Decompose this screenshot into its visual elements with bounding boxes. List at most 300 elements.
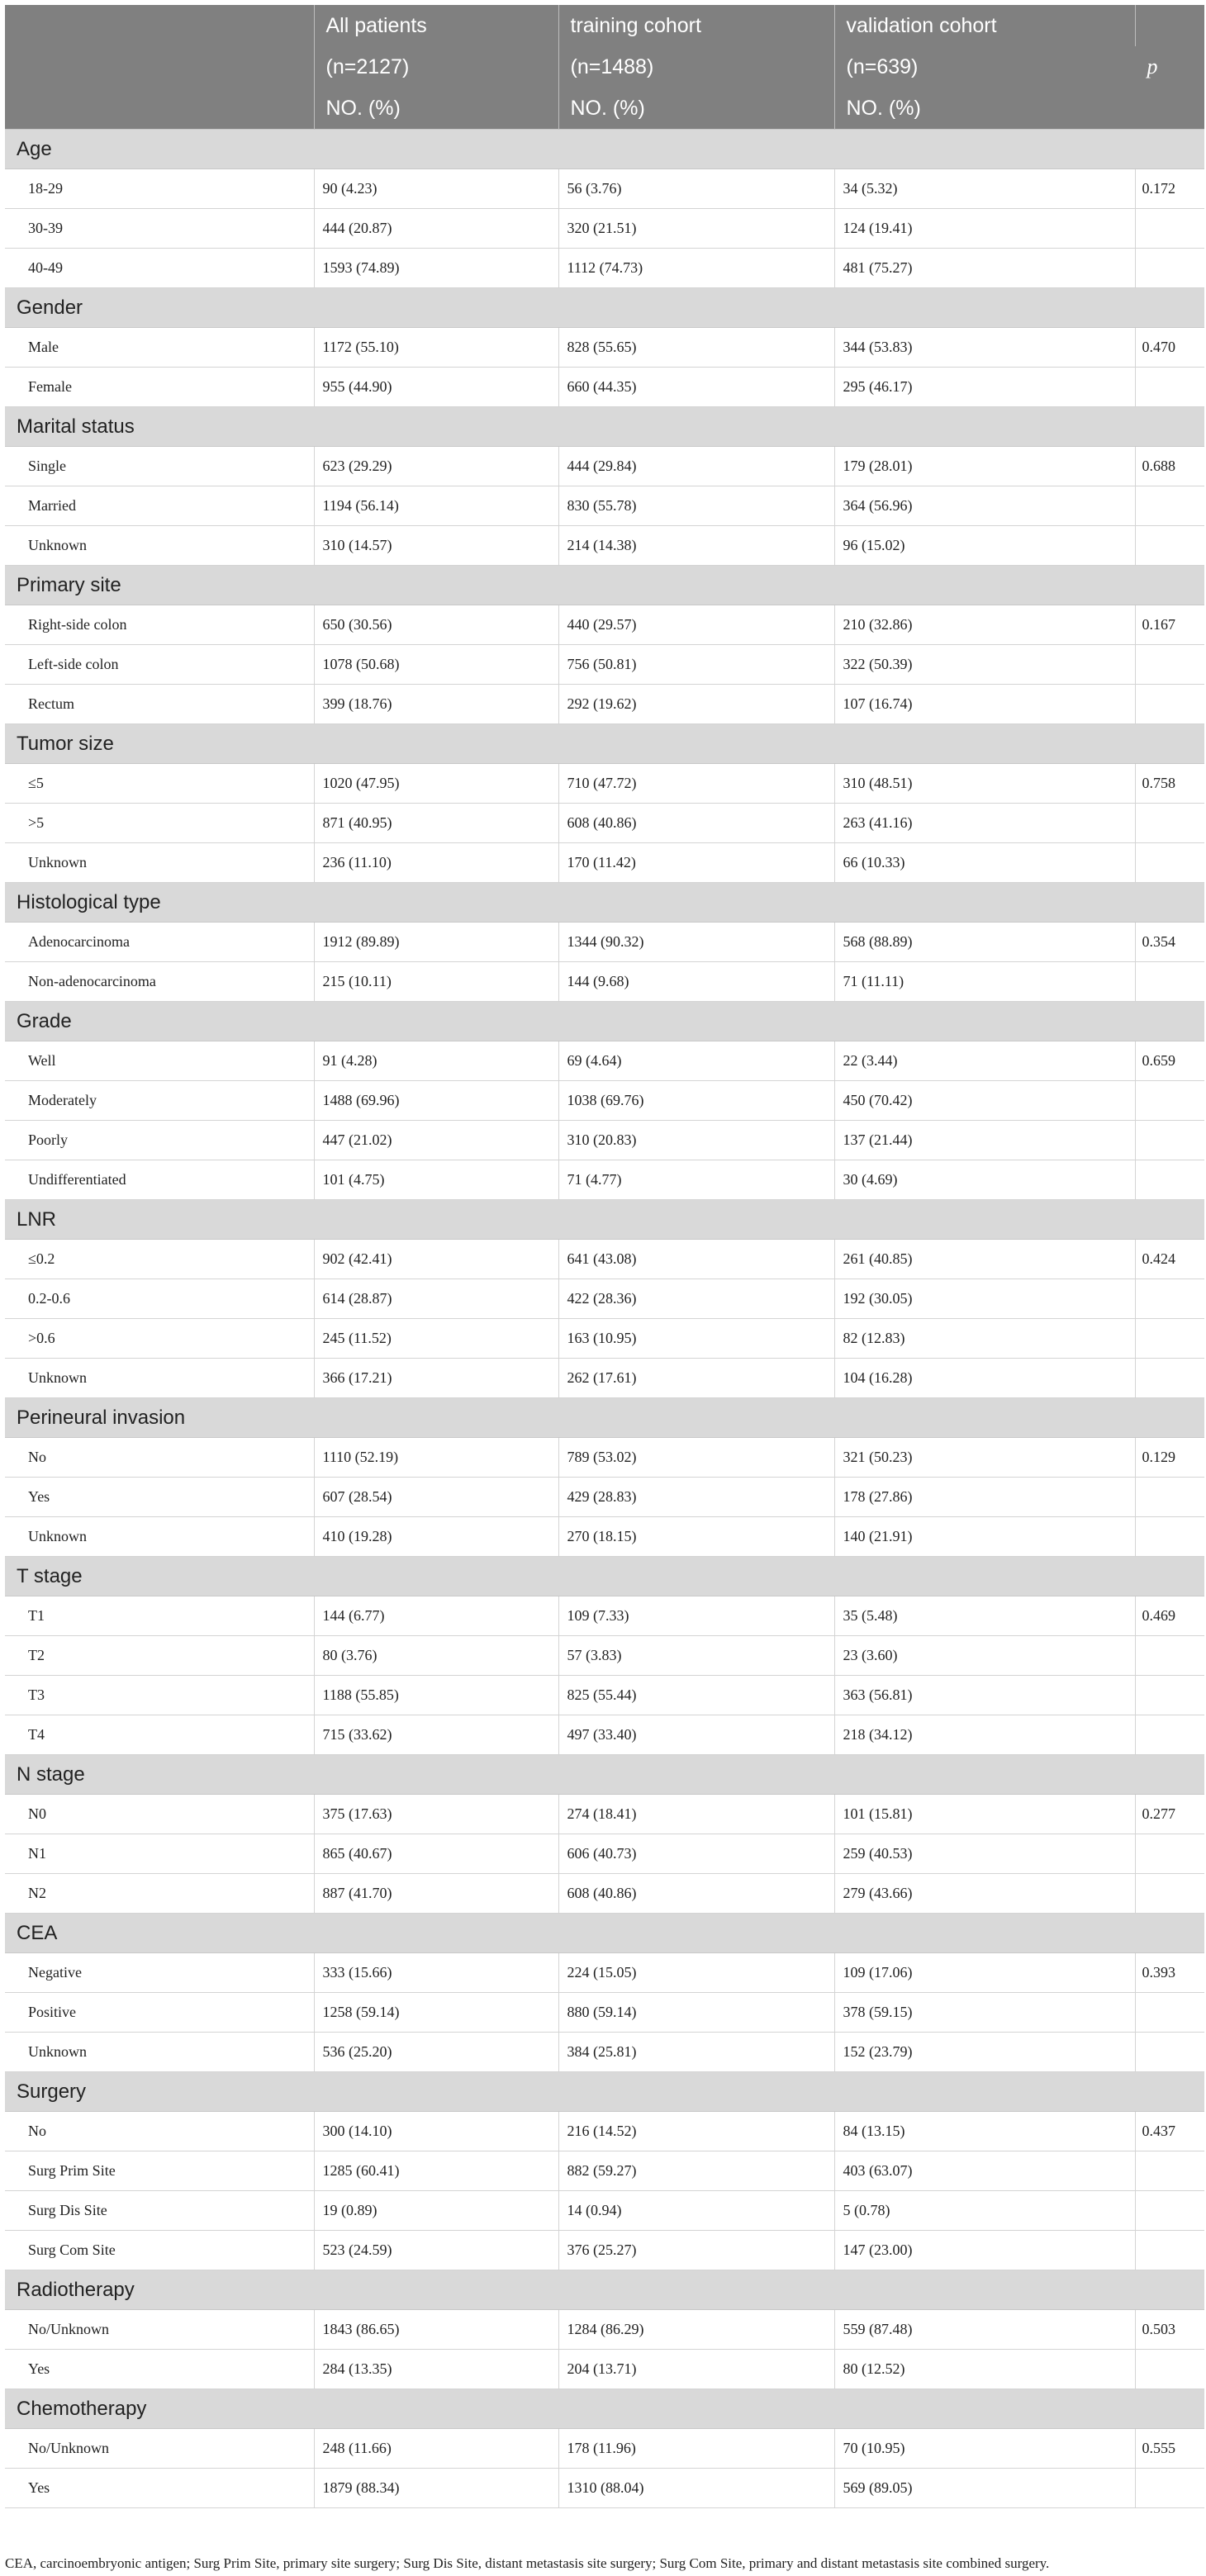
table-row — [5, 962, 1204, 1002]
cell-training-cohort: 828 (55.65) — [558, 328, 834, 368]
row-label: Yes — [5, 2469, 314, 2508]
header-all-patients-unit: NO. (%) — [314, 88, 558, 130]
section-title: Gender — [5, 288, 1204, 328]
section-row — [5, 2389, 1204, 2429]
cell-all-patients: 1285 (60.41) — [314, 2151, 558, 2191]
cell-training-cohort: 882 (59.27) — [558, 2151, 834, 2191]
table-row — [5, 685, 1204, 724]
cell-validation-cohort: 107 (16.74) — [834, 685, 1135, 724]
table-row — [5, 1081, 1204, 1121]
table-row — [5, 2231, 1204, 2270]
cell-training-cohort: 440 (29.57) — [558, 605, 834, 645]
cell-training-cohort: 270 (18.15) — [558, 1517, 834, 1557]
cell-training-cohort: 262 (17.61) — [558, 1359, 834, 1398]
row-label: Rectum — [5, 685, 314, 724]
table-container — [5, 5, 1204, 2508]
section-row — [5, 2270, 1204, 2310]
cell-validation-cohort: 35 (5.48) — [834, 1596, 1135, 1636]
header-training-n: (n=1488) — [558, 46, 834, 88]
cell-training-cohort: 830 (55.78) — [558, 486, 834, 526]
row-label: 0.2-0.6 — [5, 1279, 314, 1319]
section-title: CEA — [5, 1914, 1204, 1953]
table-row — [5, 1478, 1204, 1517]
row-label: Adenocarcinoma — [5, 923, 314, 962]
row-label: Well — [5, 1041, 314, 1081]
cell-p-value — [1135, 1081, 1204, 1121]
cell-validation-cohort: 363 (56.81) — [834, 1676, 1135, 1715]
cell-validation-cohort: 295 (46.17) — [834, 368, 1135, 407]
cell-p-value — [1135, 1478, 1204, 1517]
cell-validation-cohort: 310 (48.51) — [834, 764, 1135, 804]
table-row — [5, 1715, 1204, 1755]
cell-training-cohort: 606 (40.73) — [558, 1834, 834, 1874]
cell-p-value — [1135, 249, 1204, 288]
baseline-characteristics-table — [5, 5, 1204, 2508]
cell-all-patients: 1258 (59.14) — [314, 1993, 558, 2033]
row-label: No/Unknown — [5, 2429, 314, 2469]
cell-p-value — [1135, 368, 1204, 407]
cell-validation-cohort: 70 (10.95) — [834, 2429, 1135, 2469]
table-row — [5, 2191, 1204, 2231]
cell-training-cohort: 1344 (90.32) — [558, 923, 834, 962]
row-label: T2 — [5, 1636, 314, 1676]
section-row — [5, 288, 1204, 328]
cell-all-patients: 1110 (52.19) — [314, 1438, 558, 1478]
row-label: 30-39 — [5, 209, 314, 249]
cell-all-patients: 623 (29.29) — [314, 447, 558, 486]
table-row — [5, 1834, 1204, 1874]
cell-p-value: 0.437 — [1135, 2112, 1204, 2151]
cell-training-cohort: 710 (47.72) — [558, 764, 834, 804]
row-label: Single — [5, 447, 314, 486]
cell-training-cohort: 1112 (74.73) — [558, 249, 834, 288]
table-row — [5, 1160, 1204, 1200]
cell-all-patients: 310 (14.57) — [314, 526, 558, 566]
table-row — [5, 804, 1204, 843]
cell-validation-cohort: 30 (4.69) — [834, 1160, 1135, 1200]
table-row — [5, 1240, 1204, 1279]
row-label: Left-side colon — [5, 645, 314, 685]
section-row — [5, 1200, 1204, 1240]
cell-validation-cohort: 22 (3.44) — [834, 1041, 1135, 1081]
cell-all-patients: 245 (11.52) — [314, 1319, 558, 1359]
cell-training-cohort: 216 (14.52) — [558, 2112, 834, 2151]
cell-validation-cohort: 96 (15.02) — [834, 526, 1135, 566]
row-label: 40-49 — [5, 249, 314, 288]
cell-p-value — [1135, 486, 1204, 526]
row-label: Poorly — [5, 1121, 314, 1160]
table-row — [5, 249, 1204, 288]
row-label: Surg Com Site — [5, 2231, 314, 2270]
cell-p-value — [1135, 804, 1204, 843]
cell-all-patients: 375 (17.63) — [314, 1795, 558, 1834]
cell-validation-cohort: 140 (21.91) — [834, 1517, 1135, 1557]
table-row — [5, 923, 1204, 962]
section-title: Surgery — [5, 2072, 1204, 2112]
cell-validation-cohort: 218 (34.12) — [834, 1715, 1135, 1755]
cell-all-patients: 536 (25.20) — [314, 2033, 558, 2072]
cell-training-cohort: 214 (14.38) — [558, 526, 834, 566]
cell-p-value — [1135, 1160, 1204, 1200]
header-row-title — [5, 5, 1204, 46]
section-title: Primary site — [5, 566, 1204, 605]
section-row — [5, 1002, 1204, 1041]
cell-training-cohort: 69 (4.64) — [558, 1041, 834, 1081]
cell-training-cohort: 178 (11.96) — [558, 2429, 834, 2469]
row-label: N2 — [5, 1874, 314, 1914]
table-row — [5, 1438, 1204, 1478]
cell-training-cohort: 825 (55.44) — [558, 1676, 834, 1715]
cell-training-cohort: 310 (20.83) — [558, 1121, 834, 1160]
cell-all-patients: 366 (17.21) — [314, 1359, 558, 1398]
section-row — [5, 2072, 1204, 2112]
cell-p-value — [1135, 2033, 1204, 2072]
header-validation-unit: NO. (%) — [834, 88, 1135, 130]
cell-training-cohort: 320 (21.51) — [558, 209, 834, 249]
cell-all-patients: 447 (21.02) — [314, 1121, 558, 1160]
cell-validation-cohort: 178 (27.86) — [834, 1478, 1135, 1517]
cell-validation-cohort: 179 (28.01) — [834, 447, 1135, 486]
table-row — [5, 2112, 1204, 2151]
row-label: Negative — [5, 1953, 314, 1993]
row-label: Yes — [5, 2350, 314, 2389]
header-row-unit — [5, 88, 1204, 130]
cell-p-value — [1135, 526, 1204, 566]
cell-p-value — [1135, 2191, 1204, 2231]
cell-p-value: 0.277 — [1135, 1795, 1204, 1834]
cell-validation-cohort: 364 (56.96) — [834, 486, 1135, 526]
row-label: Married — [5, 486, 314, 526]
cell-all-patients: 101 (4.75) — [314, 1160, 558, 1200]
header-training-cohort: training cohort — [558, 5, 834, 46]
cell-p-value — [1135, 2231, 1204, 2270]
cell-validation-cohort: 82 (12.83) — [834, 1319, 1135, 1359]
cell-all-patients: 715 (33.62) — [314, 1715, 558, 1755]
cell-training-cohort: 641 (43.08) — [558, 1240, 834, 1279]
row-label: >0.6 — [5, 1319, 314, 1359]
cell-all-patients: 614 (28.87) — [314, 1279, 558, 1319]
cell-validation-cohort: 559 (87.48) — [834, 2310, 1135, 2350]
cell-p-value: 0.688 — [1135, 447, 1204, 486]
cell-validation-cohort: 71 (11.11) — [834, 962, 1135, 1002]
row-label: ≤5 — [5, 764, 314, 804]
table-row — [5, 605, 1204, 645]
row-label: Female — [5, 368, 314, 407]
row-label: N0 — [5, 1795, 314, 1834]
cell-p-value: 0.393 — [1135, 1953, 1204, 1993]
cell-p-value — [1135, 1993, 1204, 2033]
section-row — [5, 724, 1204, 764]
cell-p-value: 0.354 — [1135, 923, 1204, 962]
header-empty-cell — [5, 46, 314, 88]
cell-validation-cohort: 124 (19.41) — [834, 209, 1135, 249]
section-title: Chemotherapy — [5, 2389, 1204, 2429]
cell-p-value — [1135, 209, 1204, 249]
table-header — [5, 5, 1204, 130]
cell-all-patients: 91 (4.28) — [314, 1041, 558, 1081]
cell-training-cohort: 14 (0.94) — [558, 2191, 834, 2231]
cell-all-patients: 215 (10.11) — [314, 962, 558, 1002]
cell-training-cohort: 429 (28.83) — [558, 1478, 834, 1517]
cell-all-patients: 607 (28.54) — [314, 1478, 558, 1517]
cell-training-cohort: 204 (13.71) — [558, 2350, 834, 2389]
cell-p-value — [1135, 1279, 1204, 1319]
cell-training-cohort: 660 (44.35) — [558, 368, 834, 407]
cell-training-cohort: 376 (25.27) — [558, 2231, 834, 2270]
table-row — [5, 2350, 1204, 2389]
header-all-patients: All patients — [314, 5, 558, 46]
header-p-value: p — [1135, 5, 1204, 130]
table-row — [5, 2151, 1204, 2191]
table-row — [5, 447, 1204, 486]
section-row — [5, 1557, 1204, 1596]
cell-p-value: 0.167 — [1135, 605, 1204, 645]
cell-validation-cohort: 152 (23.79) — [834, 2033, 1135, 2072]
cell-validation-cohort: 210 (32.86) — [834, 605, 1135, 645]
row-label: Undifferentiated — [5, 1160, 314, 1200]
row-label: Unknown — [5, 1517, 314, 1557]
header-empty-cell — [5, 88, 314, 130]
section-row — [5, 1398, 1204, 1438]
table-row — [5, 486, 1204, 526]
cell-all-patients: 1912 (89.89) — [314, 923, 558, 962]
header-validation-cohort: validation cohort — [834, 5, 1135, 46]
cell-p-value: 0.503 — [1135, 2310, 1204, 2350]
table-row — [5, 2310, 1204, 2350]
cell-validation-cohort: 34 (5.32) — [834, 169, 1135, 209]
table-row — [5, 368, 1204, 407]
cell-validation-cohort: 5 (0.78) — [834, 2191, 1135, 2231]
cell-p-value: 0.469 — [1135, 1596, 1204, 1636]
cell-all-patients: 236 (11.10) — [314, 843, 558, 883]
section-title: Age — [5, 130, 1204, 169]
row-label: N1 — [5, 1834, 314, 1874]
cell-all-patients: 523 (24.59) — [314, 2231, 558, 2270]
table-row — [5, 2033, 1204, 2072]
table-row — [5, 526, 1204, 566]
table-row — [5, 1596, 1204, 1636]
cell-p-value — [1135, 645, 1204, 685]
row-label: Positive — [5, 1993, 314, 2033]
cell-all-patients: 1172 (55.10) — [314, 328, 558, 368]
table-row — [5, 764, 1204, 804]
cell-p-value — [1135, 685, 1204, 724]
row-label: No — [5, 1438, 314, 1478]
table-footnote: CEA, carcinoembryonic antigen; Surg Prim Site, primary site surgery; Surg Dis Site, distant metastasis site surgery; Surg Com Site, primary and distant metastasis site combined surgery. — [5, 2555, 1050, 2571]
cell-p-value: 0.172 — [1135, 169, 1204, 209]
cell-all-patients: 90 (4.23) — [314, 169, 558, 209]
cell-training-cohort: 756 (50.81) — [558, 645, 834, 685]
cell-training-cohort: 292 (19.62) — [558, 685, 834, 724]
cell-validation-cohort: 101 (15.81) — [834, 1795, 1135, 1834]
section-title: Marital status — [5, 407, 1204, 447]
cell-all-patients: 1843 (86.65) — [314, 2310, 558, 2350]
cell-validation-cohort: 192 (30.05) — [834, 1279, 1135, 1319]
row-label: Surg Dis Site — [5, 2191, 314, 2231]
cell-p-value — [1135, 1636, 1204, 1676]
cell-p-value — [1135, 1319, 1204, 1359]
section-title: Tumor size — [5, 724, 1204, 764]
cell-validation-cohort: 261 (40.85) — [834, 1240, 1135, 1279]
cell-p-value — [1135, 1874, 1204, 1914]
section-row — [5, 883, 1204, 923]
cell-validation-cohort: 147 (23.00) — [834, 2231, 1135, 2270]
cell-validation-cohort: 259 (40.53) — [834, 1834, 1135, 1874]
table-row — [5, 1953, 1204, 1993]
row-label: Unknown — [5, 526, 314, 566]
cell-validation-cohort: 23 (3.60) — [834, 1636, 1135, 1676]
row-label: Male — [5, 328, 314, 368]
table-row — [5, 1041, 1204, 1081]
cell-training-cohort: 57 (3.83) — [558, 1636, 834, 1676]
cell-p-value — [1135, 2350, 1204, 2389]
header-empty-cell — [5, 5, 314, 46]
table-row — [5, 1279, 1204, 1319]
cell-validation-cohort: 279 (43.66) — [834, 1874, 1135, 1914]
cell-all-patients: 80 (3.76) — [314, 1636, 558, 1676]
cell-all-patients: 650 (30.56) — [314, 605, 558, 645]
cell-all-patients: 887 (41.70) — [314, 1874, 558, 1914]
table-row — [5, 1795, 1204, 1834]
cell-training-cohort: 608 (40.86) — [558, 804, 834, 843]
cell-all-patients: 444 (20.87) — [314, 209, 558, 249]
header-validation-n: (n=639) — [834, 46, 1135, 88]
cell-all-patients: 284 (13.35) — [314, 2350, 558, 2389]
cell-p-value: 0.424 — [1135, 1240, 1204, 1279]
table-row — [5, 645, 1204, 685]
row-label: Unknown — [5, 2033, 314, 2072]
cell-all-patients: 1188 (55.85) — [314, 1676, 558, 1715]
table-row — [5, 1993, 1204, 2033]
section-row — [5, 130, 1204, 169]
cell-training-cohort: 224 (15.05) — [558, 1953, 834, 1993]
cell-all-patients: 1593 (74.89) — [314, 249, 558, 288]
cell-training-cohort: 274 (18.41) — [558, 1795, 834, 1834]
table-row — [5, 169, 1204, 209]
table-row — [5, 1676, 1204, 1715]
table-row — [5, 1359, 1204, 1398]
cell-validation-cohort: 80 (12.52) — [834, 2350, 1135, 2389]
cell-training-cohort: 144 (9.68) — [558, 962, 834, 1002]
section-title: N stage — [5, 1755, 1204, 1795]
row-label: T4 — [5, 1715, 314, 1755]
row-label: T3 — [5, 1676, 314, 1715]
cell-all-patients: 1488 (69.96) — [314, 1081, 558, 1121]
cell-all-patients: 1020 (47.95) — [314, 764, 558, 804]
header-training-unit: NO. (%) — [558, 88, 834, 130]
cell-p-value — [1135, 2151, 1204, 2191]
cell-all-patients: 1879 (88.34) — [314, 2469, 558, 2508]
cell-training-cohort: 170 (11.42) — [558, 843, 834, 883]
cell-p-value: 0.470 — [1135, 328, 1204, 368]
cell-training-cohort: 497 (33.40) — [558, 1715, 834, 1755]
section-row — [5, 407, 1204, 447]
cell-all-patients: 1078 (50.68) — [314, 645, 558, 685]
cell-validation-cohort: 568 (88.89) — [834, 923, 1135, 962]
cell-training-cohort: 789 (53.02) — [558, 1438, 834, 1478]
cell-p-value — [1135, 1834, 1204, 1874]
cell-training-cohort: 1284 (86.29) — [558, 2310, 834, 2350]
cell-validation-cohort: 263 (41.16) — [834, 804, 1135, 843]
cell-validation-cohort: 569 (89.05) — [834, 2469, 1135, 2508]
table-row — [5, 2429, 1204, 2469]
cell-all-patients: 902 (42.41) — [314, 1240, 558, 1279]
row-label: 18-29 — [5, 169, 314, 209]
cell-training-cohort: 1038 (69.76) — [558, 1081, 834, 1121]
cell-p-value — [1135, 1676, 1204, 1715]
cell-all-patients: 865 (40.67) — [314, 1834, 558, 1874]
cell-validation-cohort: 109 (17.06) — [834, 1953, 1135, 1993]
table-row — [5, 209, 1204, 249]
cell-training-cohort: 422 (28.36) — [558, 1279, 834, 1319]
row-label: Surg Prim Site — [5, 2151, 314, 2191]
cell-validation-cohort: 84 (13.15) — [834, 2112, 1135, 2151]
cell-training-cohort: 384 (25.81) — [558, 2033, 834, 2072]
cell-all-patients: 144 (6.77) — [314, 1596, 558, 1636]
row-label: Yes — [5, 1478, 314, 1517]
cell-validation-cohort: 104 (16.28) — [834, 1359, 1135, 1398]
table-row — [5, 1121, 1204, 1160]
section-title: T stage — [5, 1557, 1204, 1596]
row-label: T1 — [5, 1596, 314, 1636]
cell-p-value: 0.555 — [1135, 2429, 1204, 2469]
cell-p-value: 0.659 — [1135, 1041, 1204, 1081]
section-title: Grade — [5, 1002, 1204, 1041]
cell-training-cohort: 71 (4.77) — [558, 1160, 834, 1200]
table-row — [5, 1517, 1204, 1557]
table-row — [5, 2469, 1204, 2508]
cell-training-cohort: 1310 (88.04) — [558, 2469, 834, 2508]
cell-all-patients: 333 (15.66) — [314, 1953, 558, 1993]
section-row — [5, 1914, 1204, 1953]
cell-all-patients: 410 (19.28) — [314, 1517, 558, 1557]
cell-validation-cohort: 66 (10.33) — [834, 843, 1135, 883]
row-label: >5 — [5, 804, 314, 843]
cell-validation-cohort: 344 (53.83) — [834, 328, 1135, 368]
table-row — [5, 1874, 1204, 1914]
cell-training-cohort: 880 (59.14) — [558, 1993, 834, 2033]
row-label: ≤0.2 — [5, 1240, 314, 1279]
cell-validation-cohort: 450 (70.42) — [834, 1081, 1135, 1121]
cell-all-patients: 399 (18.76) — [314, 685, 558, 724]
row-label: Right-side colon — [5, 605, 314, 645]
cell-training-cohort: 608 (40.86) — [558, 1874, 834, 1914]
cell-p-value — [1135, 1517, 1204, 1557]
row-label: Unknown — [5, 843, 314, 883]
cell-all-patients: 19 (0.89) — [314, 2191, 558, 2231]
cell-p-value — [1135, 843, 1204, 883]
cell-p-value — [1135, 1359, 1204, 1398]
table-row — [5, 843, 1204, 883]
cell-all-patients: 300 (14.10) — [314, 2112, 558, 2151]
table-row — [5, 328, 1204, 368]
cell-training-cohort: 163 (10.95) — [558, 1319, 834, 1359]
row-label: Moderately — [5, 1081, 314, 1121]
cell-p-value — [1135, 962, 1204, 1002]
cell-p-value: 0.129 — [1135, 1438, 1204, 1478]
cell-p-value: 0.758 — [1135, 764, 1204, 804]
table-row — [5, 1636, 1204, 1676]
section-row — [5, 566, 1204, 605]
cell-all-patients: 955 (44.90) — [314, 368, 558, 407]
section-title: Perineural invasion — [5, 1398, 1204, 1438]
cell-training-cohort: 109 (7.33) — [558, 1596, 834, 1636]
section-title: Radiotherapy — [5, 2270, 1204, 2310]
cell-p-value — [1135, 2469, 1204, 2508]
header-all-patients-n: (n=2127) — [314, 46, 558, 88]
cell-p-value — [1135, 1121, 1204, 1160]
row-label: No — [5, 2112, 314, 2151]
